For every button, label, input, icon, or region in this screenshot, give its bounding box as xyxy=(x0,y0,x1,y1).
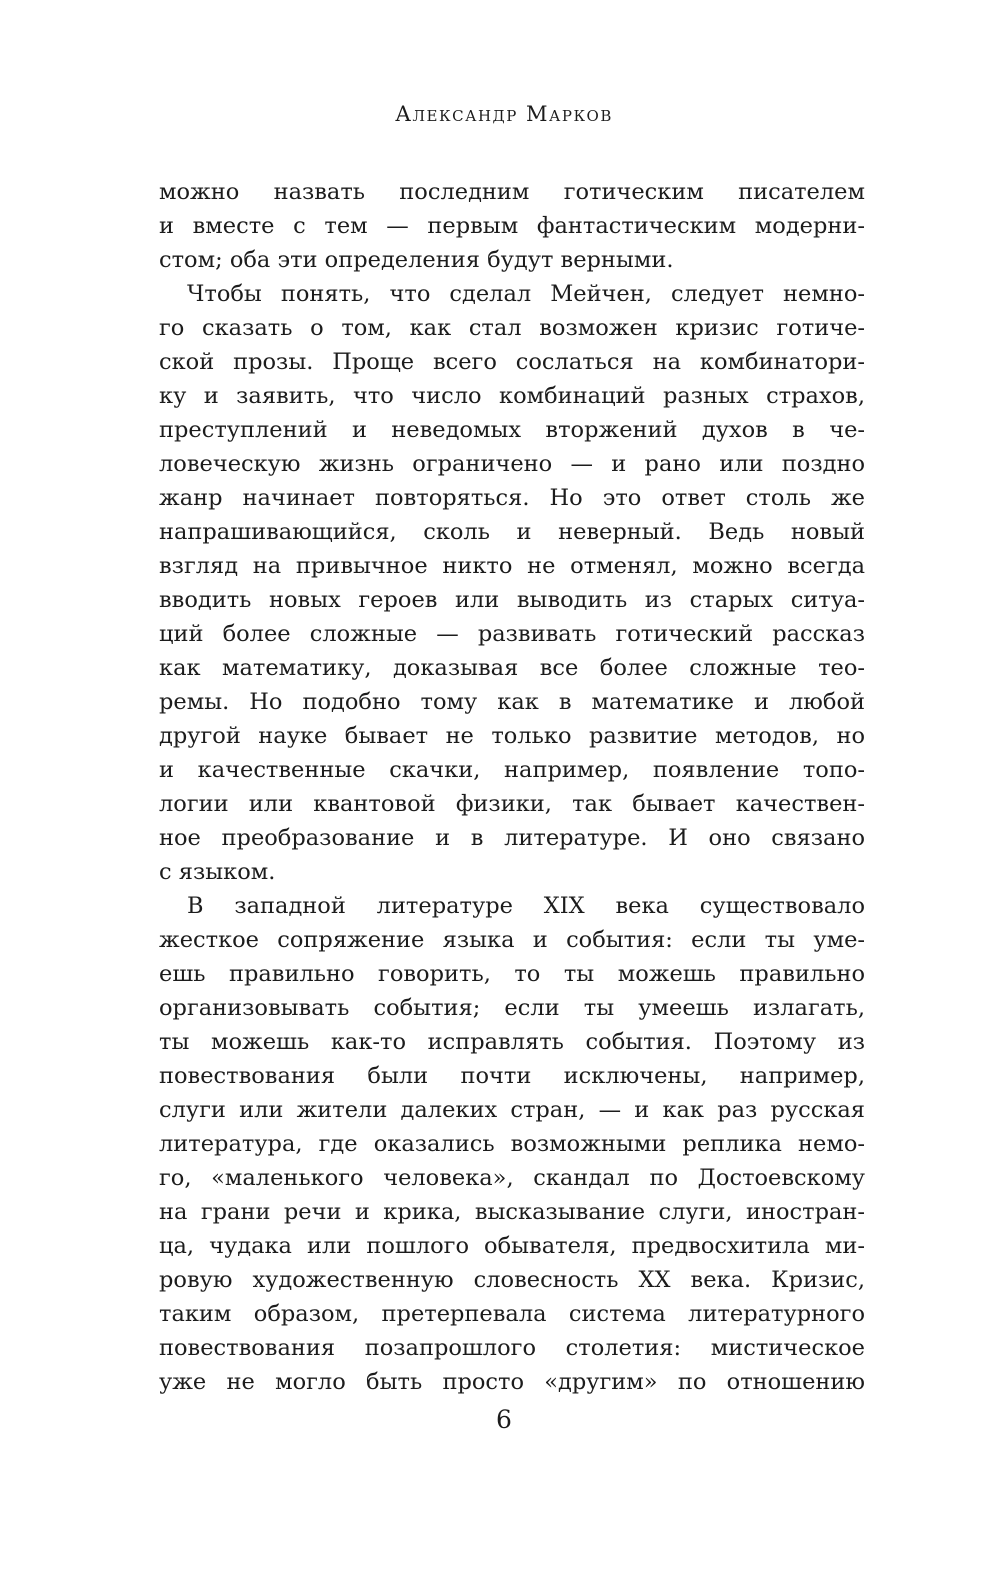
text-line: ешь правильно говорить, то ты можешь правильно xyxy=(159,961,865,987)
text-line: го, «маленького человека», скандал по Достоевскому xyxy=(159,1165,865,1191)
text-line: ровую художественную словесность XX века. Кризис, xyxy=(159,1267,865,1293)
text-line: ций более сложные — развивать готический рассказ xyxy=(159,621,865,647)
text-line: другой науке бывает не только развитие методов, но xyxy=(159,723,865,749)
page-number: 6 xyxy=(496,1405,512,1434)
text-line: вводить новых героев или выводить из старых ситуа- xyxy=(159,587,865,613)
text-line: литература, где оказались возможными реплика немо- xyxy=(159,1131,865,1157)
text-line: го сказать о том, как стал возможен кризис готиче- xyxy=(159,315,865,341)
body-text xyxy=(159,175,865,1399)
text-line: ку и заявить, что число комбинаций разных страхов, xyxy=(159,383,865,409)
text-line: слуги или жители далеких стран, — и как раз русская xyxy=(159,1097,865,1123)
text-line: напрашивающийся, сколь и неверный. Ведь новый xyxy=(159,519,865,545)
text-line: с языком. xyxy=(159,859,276,885)
text-line: ца, чудака или пошлого обывателя, предвосхитила ми- xyxy=(159,1233,865,1259)
text-line: В западной литературе XIX века существовало xyxy=(187,893,865,919)
text-line: жесткое сопряжение языка и события: если ты уме- xyxy=(159,927,865,953)
text-line: логии или квантовой физики, так бывает качествен- xyxy=(159,791,865,817)
text-line: и качественные скачки, например, появление топо- xyxy=(159,757,865,783)
text-line: ремы. Но подобно тому как в математике и любой xyxy=(159,689,865,715)
text-line: повествования были почти исключены, например, xyxy=(159,1063,865,1089)
text-line: Чтобы понять, что сделал Мейчен, следует немно- xyxy=(187,281,865,307)
running-head: Александр Марков xyxy=(395,102,613,126)
text-line: уже не могло быть просто «другим» по отношению xyxy=(159,1369,865,1395)
text-line: жанр начинает повторяться. Но это ответ столь же xyxy=(159,485,865,511)
text-line: таким образом, претерпевала система литературного xyxy=(159,1301,865,1327)
text-line: ской прозы. Проще всего сослаться на комбинатори- xyxy=(159,349,865,375)
text-line: взгляд на привычное никто не отменял, можно всегда xyxy=(159,553,865,579)
text-line: преступлений и неведомых вторжений духов в че- xyxy=(159,417,865,443)
text-line: стом; оба эти определения будут верными. xyxy=(159,247,674,273)
text-line: ты можешь как-то исправлять события. Поэтому из xyxy=(159,1029,865,1055)
text-line: можно назвать последним готическим писателем xyxy=(159,179,865,205)
text-line: и вместе с тем — первым фантастическим модерни- xyxy=(159,213,865,239)
text-line: как математику, доказывая все более сложные тео- xyxy=(159,655,865,681)
text-line: ловеческую жизнь ограничено — и рано или поздно xyxy=(159,451,865,477)
text-line: организовывать события; если ты умеешь излагать, xyxy=(159,995,865,1021)
text-line: на грани речи и крика, высказывание слуги, иностран- xyxy=(159,1199,865,1225)
text-line: повествования позапрошлого столетия: мистическое xyxy=(159,1335,865,1361)
text-line: ное преобразование и в литературе. И оно связано xyxy=(159,825,865,851)
